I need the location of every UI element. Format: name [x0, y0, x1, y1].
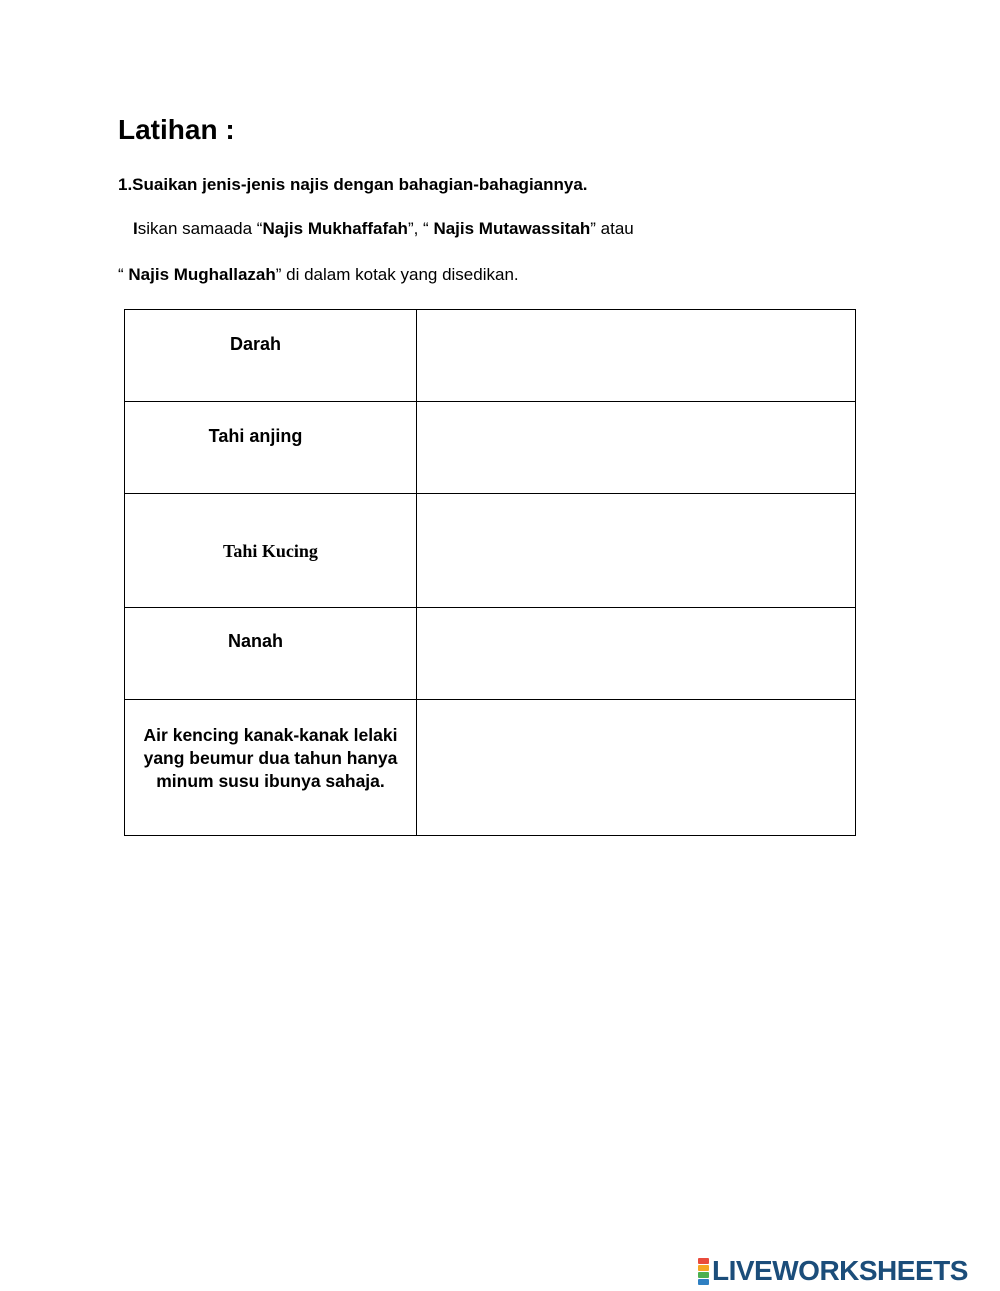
answer-input-air-kencing[interactable] — [417, 700, 855, 835]
table-row — [125, 608, 856, 700]
liveworksheets-logo — [698, 1256, 968, 1286]
table-row — [125, 700, 856, 836]
instruction-text: ”, “ — [407, 219, 434, 238]
answer-input-darah[interactable] — [417, 310, 855, 401]
instruction-line-2 — [118, 265, 519, 285]
item-label-cell — [125, 700, 417, 836]
item-label-cell — [125, 310, 417, 402]
instruction-text: “ — [118, 265, 129, 284]
instruction-text: ” di dalam kotak yang disedikan. — [275, 265, 519, 284]
item-label-tahi-anjing: Tahi anjing — [208, 426, 303, 446]
answer-box[interactable] — [417, 494, 856, 608]
instruction-text: sikan samaada “ — [137, 219, 263, 238]
answer-box[interactable] — [417, 310, 856, 402]
matching-table — [124, 309, 856, 836]
item-label-cell — [125, 608, 417, 700]
logo-text: LIVEWORKSHEETS — [712, 1255, 968, 1286]
answer-box[interactable] — [417, 608, 856, 700]
item-label-darah: Darah — [229, 334, 282, 354]
instruction-text: ” atau — [590, 219, 634, 238]
term-mutawassitah: Najis Mutawassitah — [433, 219, 591, 238]
worksheet-title: Latihan : — [118, 114, 235, 145]
term-mukhaffafah: Najis Mukhaffafah — [262, 219, 408, 238]
answer-input-tahi-anjing[interactable] — [417, 402, 855, 493]
table-row — [125, 402, 856, 494]
item-label-tahi-kucing: Tahi Kucing — [223, 541, 318, 561]
table-row — [125, 494, 856, 608]
item-label-air-kencing: Air kencing kanak-kanak lelaki yang beumur dua tahun hanya minum susu ibunya sahaja. — [143, 725, 398, 791]
logo-blocks-icon — [698, 1258, 709, 1285]
item-label-cell — [125, 402, 417, 494]
instruction-initial: I — [133, 219, 138, 238]
answer-input-nanah[interactable] — [417, 608, 855, 699]
question-heading: 1.Suaikan jenis-jenis najis dengan bahagian-bahagiannya. — [118, 175, 588, 194]
answer-box[interactable] — [417, 402, 856, 494]
answer-input-tahi-kucing[interactable] — [417, 494, 855, 607]
item-label-nanah: Nanah — [227, 631, 283, 651]
answer-box[interactable] — [417, 700, 856, 836]
item-label-cell — [125, 494, 417, 608]
instruction-line-1 — [133, 219, 634, 239]
table-row — [125, 310, 856, 402]
term-mughallazah: Najis Mughallazah — [128, 265, 276, 284]
